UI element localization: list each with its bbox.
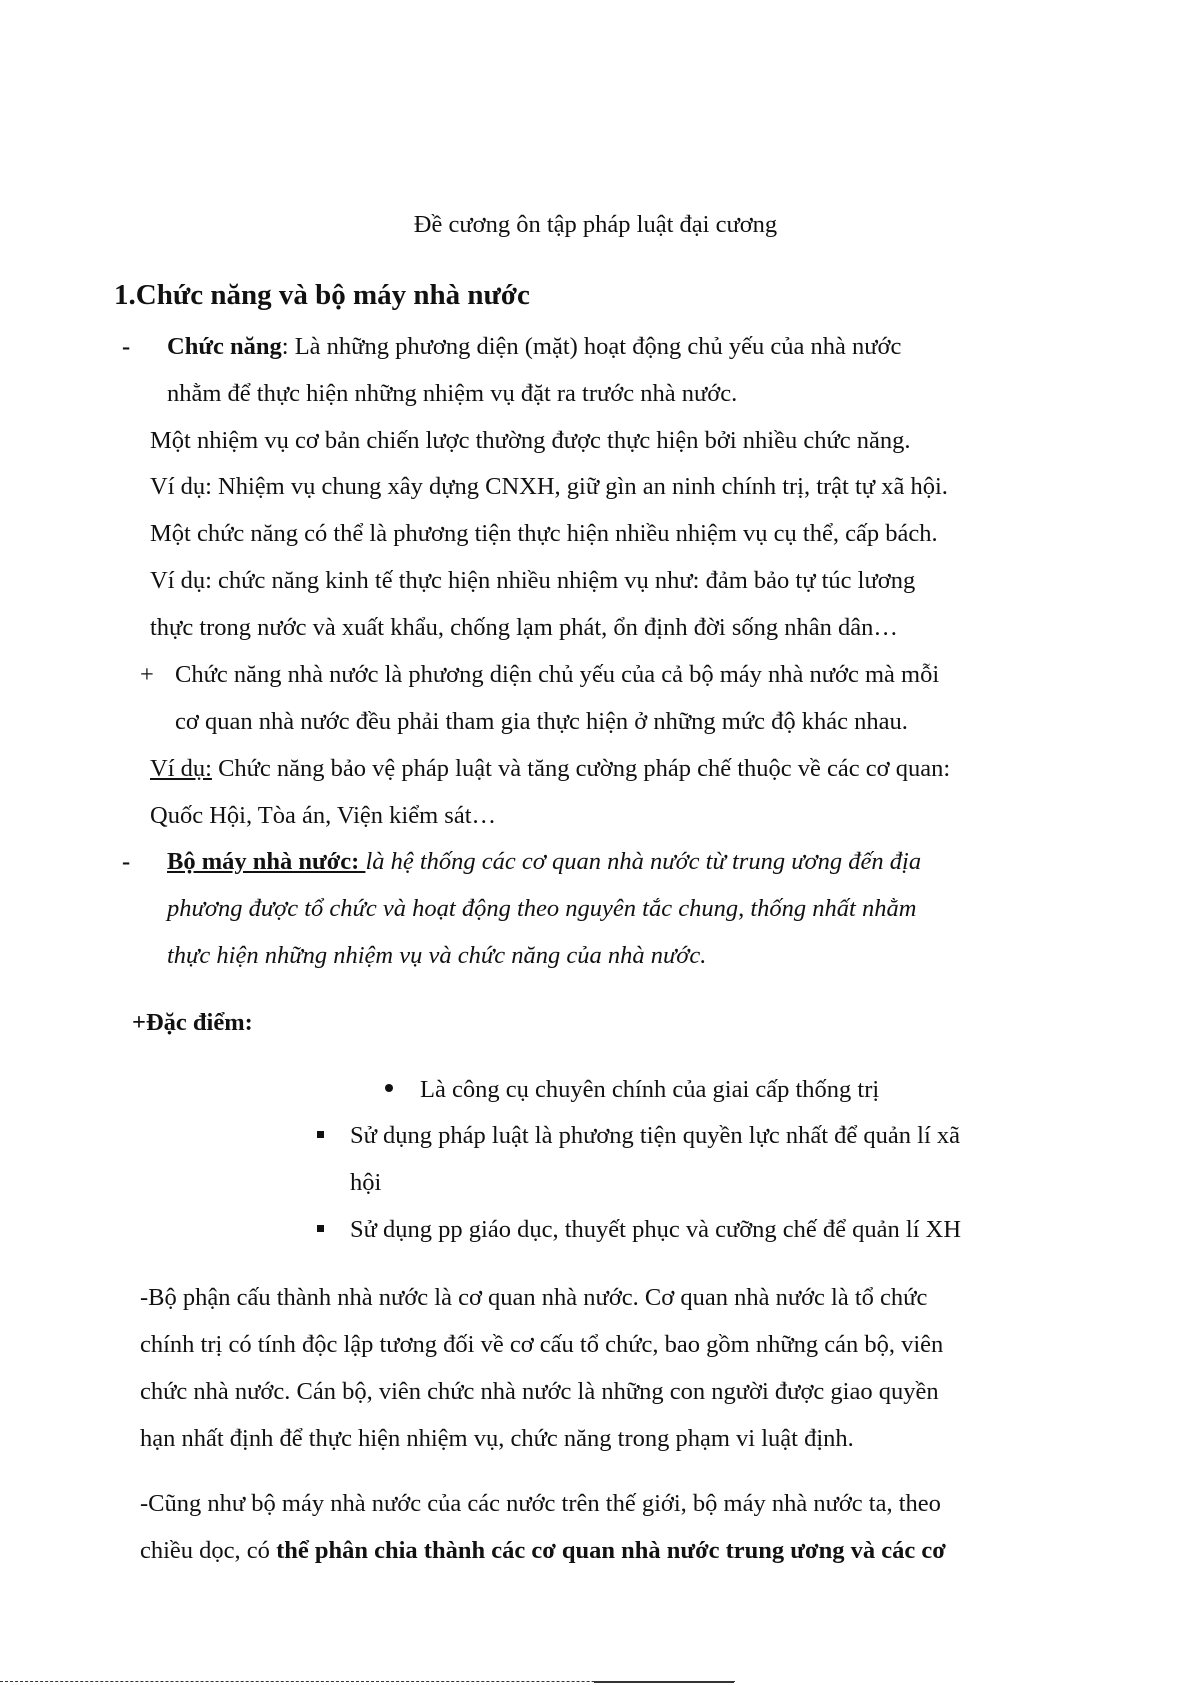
document-title: Đề cương ôn tập pháp luật đại cương xyxy=(413,211,778,238)
heading-text: Chức năng và bộ máy nhà nước xyxy=(135,279,530,311)
text-line: -Cũng như bộ máy nhà nước của các nước trên thế giới, bộ máy nhà nước ta, theo xyxy=(140,1490,941,1517)
text-line: Chức năng nhà nước là phương diện chủ yếu của cả bộ máy nhà nước mà mỗi xyxy=(175,661,940,688)
features-label: +Đặc điểm: xyxy=(132,1009,253,1036)
text-line: phương được tổ chức và hoạt động theo nguyên tắc chung, thống nhất nhằm xyxy=(167,895,917,922)
text-line: Quốc Hội, Tòa án, Viện kiểm sát… xyxy=(150,802,497,829)
bullet-item: Là công cụ chuyên chính của giai cấp thống trị xyxy=(420,1076,880,1103)
function-definition-line: Chức năng: Là những phương diện (mặt) hoạt động chủ yếu của nhà nước xyxy=(167,333,902,360)
text-line: Một chức năng có thể là phương tiện thực hiện nhiều nhiệm vụ cụ thể, cấp bách. xyxy=(150,520,938,547)
heading-number: 1. xyxy=(114,279,136,311)
text-line: chính trị có tính độc lập tương đối về cơ cấu tổ chức, bao gồm những cán bộ, viên xyxy=(140,1331,944,1358)
bullet-square-icon xyxy=(317,1131,324,1138)
bold-phrase: thể phân chia thành các cơ quan nhà nước trung ương và các cơ xyxy=(276,1537,946,1564)
page-bottom-rule-accent xyxy=(594,1681,734,1683)
plus-marker: + xyxy=(140,661,154,688)
bullet-dot-icon xyxy=(385,1084,393,1092)
text-line: cơ quan nhà nước đều phải tham gia thực hiện ở những mức độ khác nhau. xyxy=(175,708,908,735)
text-line: hạn nhất định để thực hiện nhiệm vụ, chức năng trong phạm vi luật định. xyxy=(140,1425,854,1452)
bullet-square-icon xyxy=(317,1225,324,1232)
example-line: Ví dụ: Chức năng bảo vệ pháp luật và tăng cường pháp chế thuộc về các cơ quan: xyxy=(150,755,951,782)
example-label: Ví dụ: xyxy=(150,755,212,782)
text-line: chức nhà nước. Cán bộ, viên chức nhà nước là những con người được giao quyền xyxy=(140,1378,939,1405)
text-line: nhằm để thực hiện những nhiệm vụ đặt ra trước nhà nước. xyxy=(167,380,738,407)
apparatus-label: Bộ máy nhà nước: xyxy=(167,848,366,875)
text-line: Ví dụ: chức năng kinh tế thực hiện nhiều nhiệm vụ như: đảm bảo tự túc lương xyxy=(150,567,916,594)
function-label: Chức năng xyxy=(167,333,282,360)
apparatus-definition-line: Bộ máy nhà nước: là hệ thống các cơ quan nhà nước từ trung ương đến địa xyxy=(167,848,922,875)
bullet-item: Sử dụng pp giáo dục, thuyết phục và cưỡng chế để quản lí XH xyxy=(350,1216,962,1243)
text-line: thực trong nước và xuất khẩu, chống lạm phát, ổn định đời sống nhân dân… xyxy=(150,614,898,641)
text-line: -Bộ phận cấu thành nhà nước là cơ quan nhà nước. Cơ quan nhà nước là tổ chức xyxy=(140,1284,928,1311)
text-line: Một nhiệm vụ cơ bản chiến lược thường được thực hiện bởi nhiều chức năng. xyxy=(150,427,911,454)
dash-marker: - xyxy=(122,848,131,875)
dash-marker: - xyxy=(122,333,131,360)
section-heading xyxy=(114,281,530,310)
bullet-item-continuation: hội xyxy=(350,1169,382,1196)
text-line: chiều dọc, có thể phân chia thành các cơ quan nhà nước trung ương và các cơ xyxy=(140,1537,946,1564)
text-line: thực hiện những nhiệm vụ và chức năng của nhà nước. xyxy=(167,942,707,969)
text-line: Ví dụ: Nhiệm vụ chung xây dựng CNXH, giữ gìn an ninh chính trị, trật tự xã hội. xyxy=(150,473,948,500)
bullet-item: Sử dụng pháp luật là phương tiện quyền lực nhất để quản lí xã xyxy=(350,1122,961,1149)
